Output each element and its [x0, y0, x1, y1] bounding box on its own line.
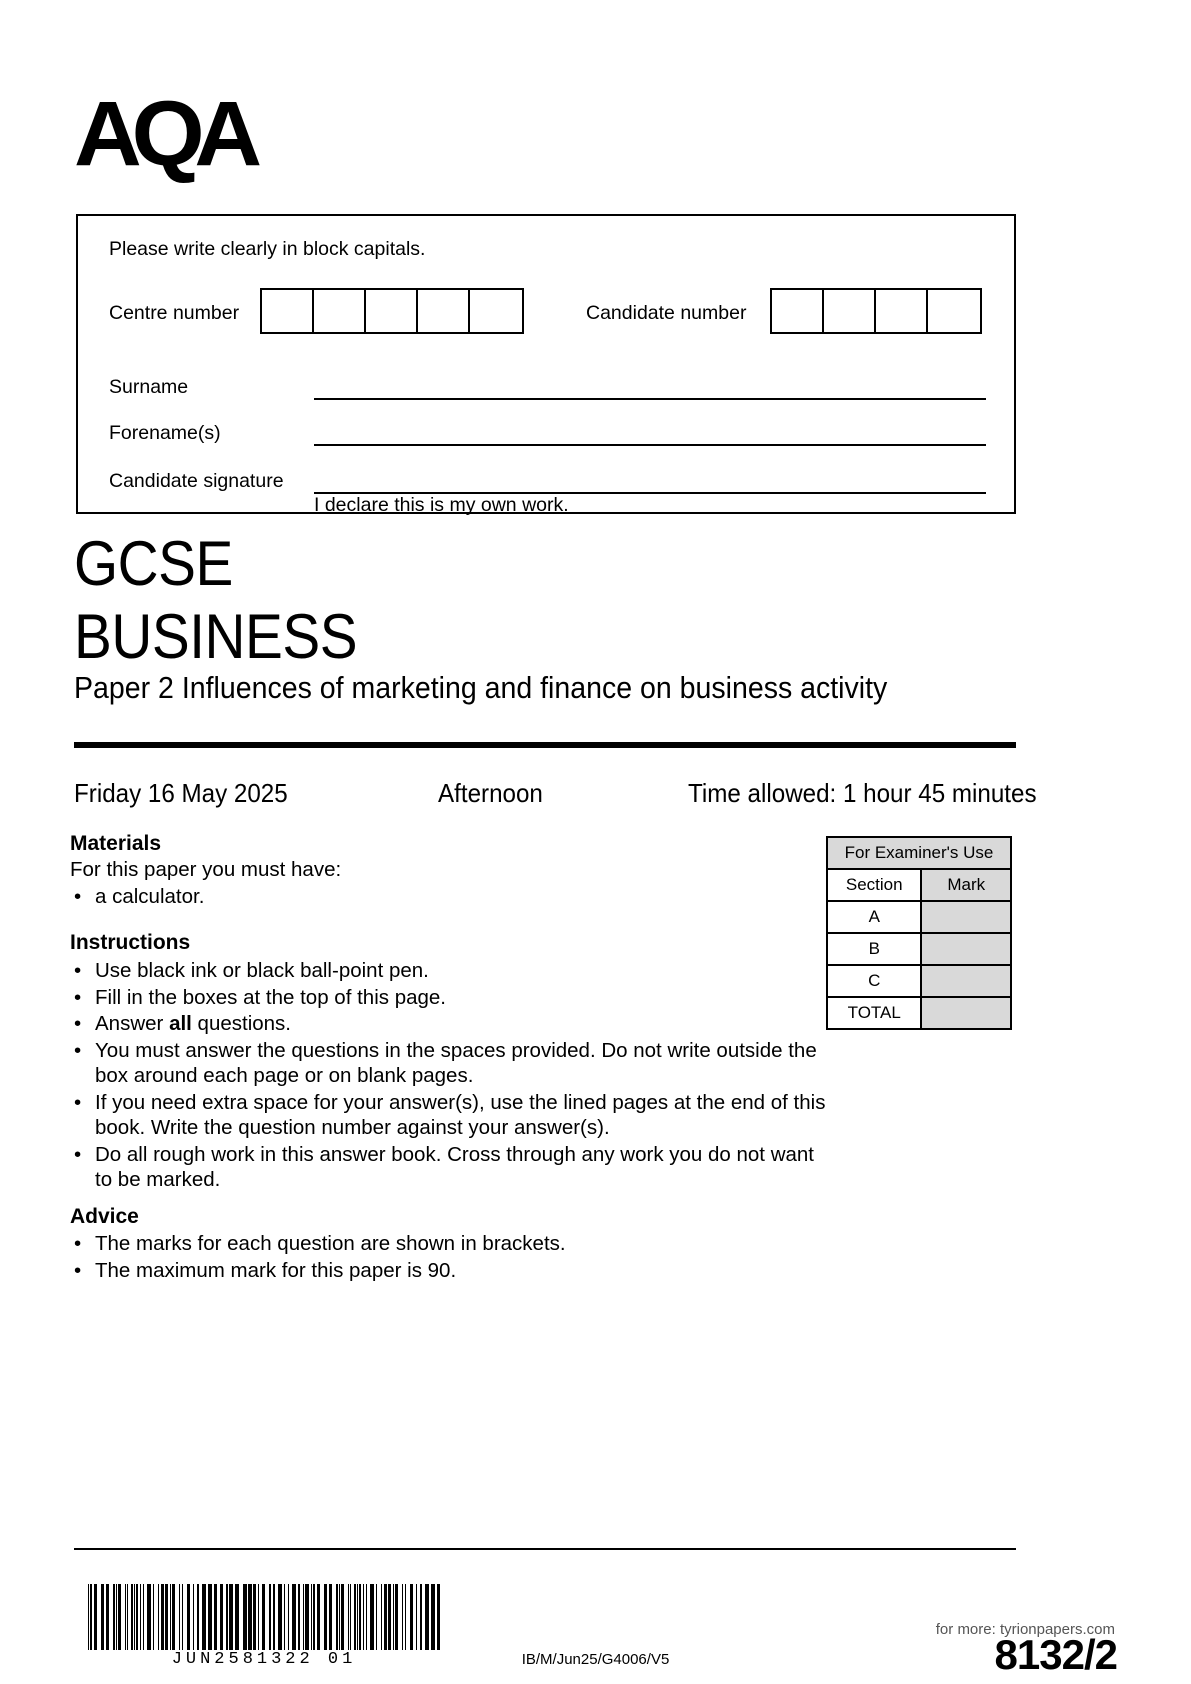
centre-number-cell[interactable]	[418, 290, 470, 332]
exam-time-allowed: Time allowed: 1 hour 45 minutes	[688, 778, 1037, 808]
candidate-number-cell[interactable]	[824, 290, 876, 332]
forename-input[interactable]	[314, 444, 986, 446]
candidate-number-cell[interactable]	[928, 290, 980, 332]
instructions-list	[70, 958, 830, 1194]
paper-code: 8132/2	[994, 1631, 1117, 1678]
table-row	[827, 869, 1011, 901]
mark-cell[interactable]	[921, 901, 1011, 933]
table-row	[827, 901, 1011, 933]
ib-code: IB/M/Jun25/G4006/V5	[521, 1651, 670, 1668]
candidate-number-input[interactable]	[770, 288, 982, 334]
total-mark-cell[interactable]	[921, 997, 1011, 1029]
table-row	[827, 933, 1011, 965]
list-item: • The maximum mark for this paper is 90.	[70, 1258, 566, 1284]
section-label: B	[827, 933, 921, 965]
examiner-table-title: For Examiner's Use	[827, 837, 1011, 869]
qualification-title: GCSE	[74, 529, 233, 599]
total-label: TOTAL	[827, 997, 921, 1029]
mark-cell[interactable]	[921, 965, 1011, 997]
column-header-section: Section	[827, 869, 921, 901]
centre-number-cell[interactable]	[262, 290, 314, 332]
list-item: • Answer all questions.	[70, 1011, 830, 1037]
list-item: • Fill in the boxes at the top of this page.	[70, 985, 830, 1011]
candidate-number-label: Candidate number	[586, 302, 747, 324]
mark-cell[interactable]	[921, 933, 1011, 965]
header-divider	[74, 742, 1016, 748]
list-item: • a calculator.	[70, 884, 204, 910]
section-label: C	[827, 965, 921, 997]
barcode-image	[88, 1584, 440, 1650]
paper-title: Paper 2 Influences of marketing and finance on business activity	[74, 670, 888, 705]
exam-session: Afternoon	[438, 778, 543, 808]
list-item: • Use black ink or black ball-point pen.	[70, 958, 830, 984]
subject-title: BUSINESS	[74, 602, 358, 672]
section-label: A	[827, 901, 921, 933]
surname-label: Surname	[109, 376, 189, 398]
footer-divider	[74, 1548, 1016, 1550]
centre-number-cell[interactable]	[314, 290, 366, 332]
table-row	[827, 997, 1011, 1029]
materials-intro: For this paper you must have:	[70, 858, 342, 881]
advice-heading: Advice	[70, 1205, 139, 1228]
surname-input[interactable]	[314, 398, 986, 400]
candidate-number-cell[interactable]	[876, 290, 928, 332]
centre-number-input[interactable]	[260, 288, 524, 334]
candidate-signature-label: Candidate signature	[109, 470, 284, 492]
centre-number-cell[interactable]	[470, 290, 522, 332]
forename-label: Forename(s)	[109, 422, 221, 444]
list-item: • Do all rough work in this answer book. Cross through any work you do not want to be marked.	[70, 1142, 830, 1193]
list-item: • The marks for each question are shown in brackets.	[70, 1231, 566, 1257]
centre-number-cell[interactable]	[366, 290, 418, 332]
materials-list	[70, 884, 204, 911]
aqa-logo: AQA	[74, 83, 252, 185]
advice-list	[70, 1231, 566, 1284]
table-row	[827, 837, 1011, 869]
instructions-heading: Instructions	[70, 931, 191, 954]
declaration-text: I declare this is my own work.	[314, 494, 569, 516]
barcode-digits: JUN2581322 01	[171, 1650, 357, 1669]
exam-date: Friday 16 May 2025	[74, 778, 288, 808]
block-capitals-instruction: Please write clearly in block capitals.	[109, 238, 426, 260]
candidate-number-cell[interactable]	[772, 290, 824, 332]
candidate-details-box	[76, 214, 1016, 514]
centre-number-label: Centre number	[109, 302, 240, 324]
table-row	[827, 965, 1011, 997]
examiner-use-table	[826, 836, 1012, 1030]
list-item: • You must answer the questions in the spaces provided. Do not write outside the box around each page or on blank pages.	[70, 1038, 830, 1089]
list-item: • If you need extra space for your answer(s), use the lined pages at the end of this book. Write the question number against your answer(s).	[70, 1090, 830, 1141]
watermark-text: for more: tyrionpapers.com	[935, 1621, 1115, 1638]
column-header-mark: Mark	[921, 869, 1011, 901]
materials-heading: Materials	[70, 832, 162, 855]
